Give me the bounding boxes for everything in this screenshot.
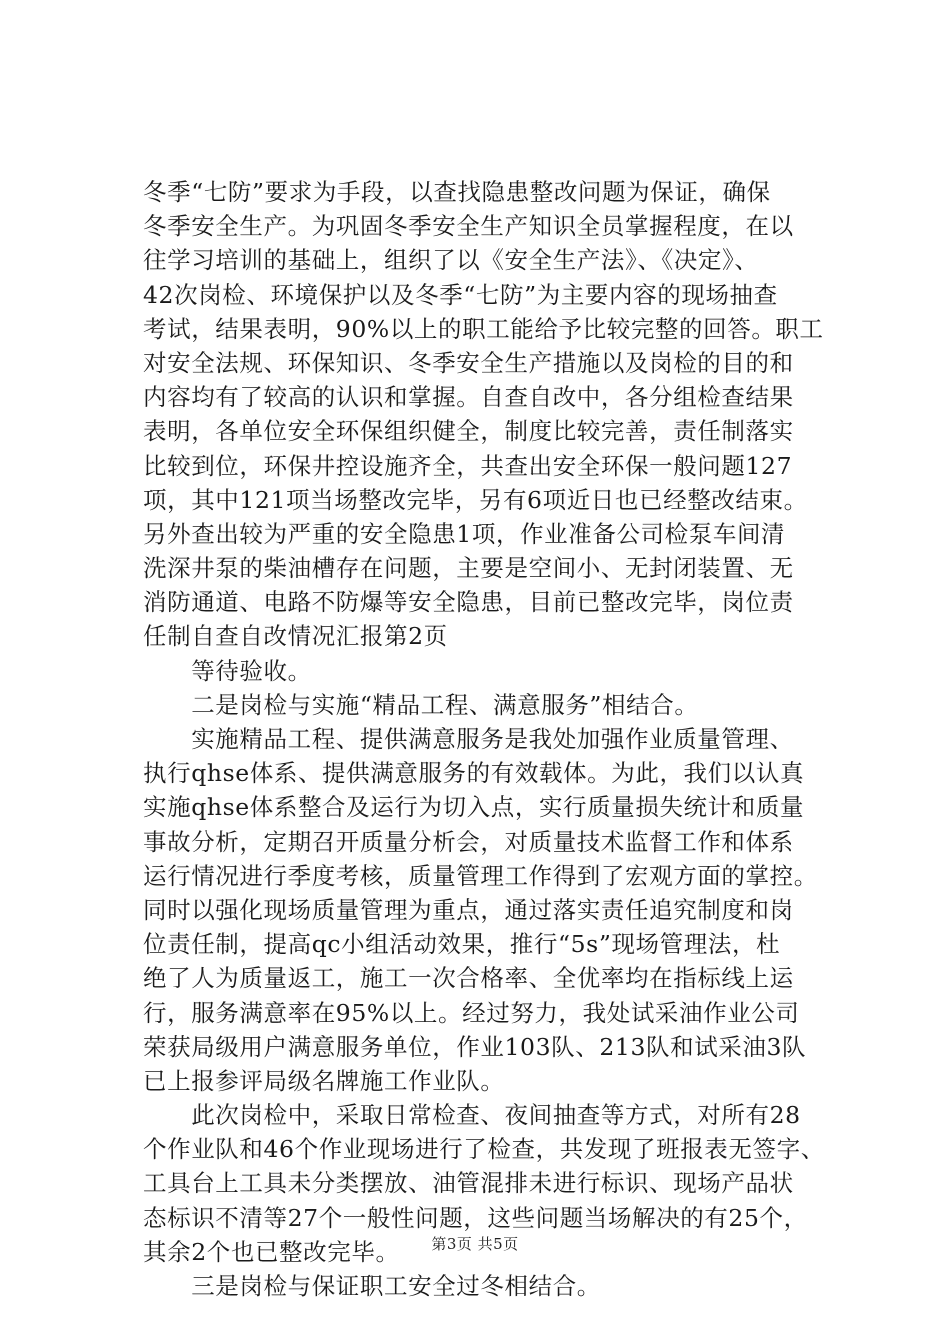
text-line: 运行情况进行季度考核，质量管理工作得到了宏观方面的掌控。 <box>143 861 818 890</box>
text-line: 已上报参评局级名牌施工作业队。 <box>143 1066 505 1095</box>
text-line: 比较到位，环保井控设施齐全，共查出安全环保一般问题127 <box>143 451 793 480</box>
page-number-label: 第3页 共5页 <box>431 1235 519 1253</box>
text-line: 荣获局级用户满意服务单位，作业103队、213队和试采油3队 <box>143 1032 807 1061</box>
text-line: 消防通道、电路不防爆等安全隐患，目前已整改完毕，岗位责 <box>143 588 794 617</box>
text-line: 态标识不清等27个一般性问题，这些问题当场解决的有25个， <box>143 1203 808 1232</box>
text-line: 工具台上工具未分类摆放、油管混排未进行标识、现场产品状 <box>143 1169 794 1198</box>
text-line: 等待验收。 <box>143 656 312 685</box>
text-line: 实施精品工程、提供满意服务是我处加强作业质量管理、 <box>143 725 794 753</box>
text-line: 同时以强化现场质量管理为重点，通过落实责任追究制度和岗 <box>143 895 794 924</box>
text-line: 对安全法规、环保知识、冬季安全生产措施以及岗检的目的和 <box>143 348 794 377</box>
text-line: 位责任制，提高qc小组活动效果，推行“5s”现场管理法，杜 <box>143 930 781 959</box>
text-line: 其余2个也已整改完毕。 <box>143 1237 400 1266</box>
text-line: 项，其中121项当场整改完毕，另有6项近日也已经整改结束。 <box>143 485 808 514</box>
text-line: 执行qhse体系、提供满意服务的有效载体。为此，我们以认真 <box>143 759 805 788</box>
text-line: 表明，各单位安全环保组织健全，制度比较完善，责任制落实 <box>143 417 794 446</box>
text-line: 个作业队和46个作业现场进行了检查，共发现了班报表无签字、 <box>143 1135 825 1164</box>
text-line: 此次岗检中，采取日常检查、夜间抽查等方式，对所有28 <box>143 1101 801 1130</box>
text-line: 考试，结果表明，90%以上的职工能给予比较完整的回答。职工 <box>143 314 824 343</box>
page-footer <box>0 1233 950 1254</box>
text-line: 冬季“七防”要求为手段，以查找隐患整改问题为保证，确保 <box>143 178 771 206</box>
text-line: 另外查出较为严重的安全隐患1项，作业准备公司检泵车间清 <box>143 519 786 548</box>
text-line: 行，服务满意率在95%以上。经过努力，我处试采油作业公司 <box>143 998 800 1027</box>
text-line: 往学习培训的基础上，组织了以《安全生产法》、《决定》、 <box>143 246 759 275</box>
text-line: 冬季安全生产。为巩固冬季安全生产知识全员掌握程度，在以 <box>143 212 794 241</box>
document-body <box>143 175 823 1303</box>
section-heading: 二是岗检与实施“精品工程、满意服务”相结合。 <box>143 690 699 719</box>
text-line: 任制自查自改情况汇报第2页 <box>143 622 448 651</box>
text-line: 事故分析，定期召开质量分析会，对质量技术监督工作和体系 <box>143 827 794 856</box>
section-heading: 三是岗检与保证职工安全过冬相结合。 <box>143 1272 601 1300</box>
text-line: 实施qhse体系整合及运行为切入点，实行质量损失统计和质量 <box>143 793 805 822</box>
text-line: 42次岗检、环境保护以及冬季“七防”为主要内容的现场抽查 <box>143 280 778 309</box>
text-line: 内容均有了较高的认识和掌握。自查自改中，各分组检查结果 <box>143 383 794 412</box>
text-line: 绝了人为质量返工，施工一次合格率、全优率均在指标线上运 <box>143 964 794 993</box>
text-line: 洗深井泵的柴油槽存在问题，主要是空间小、无封闭装置、无 <box>143 554 794 583</box>
